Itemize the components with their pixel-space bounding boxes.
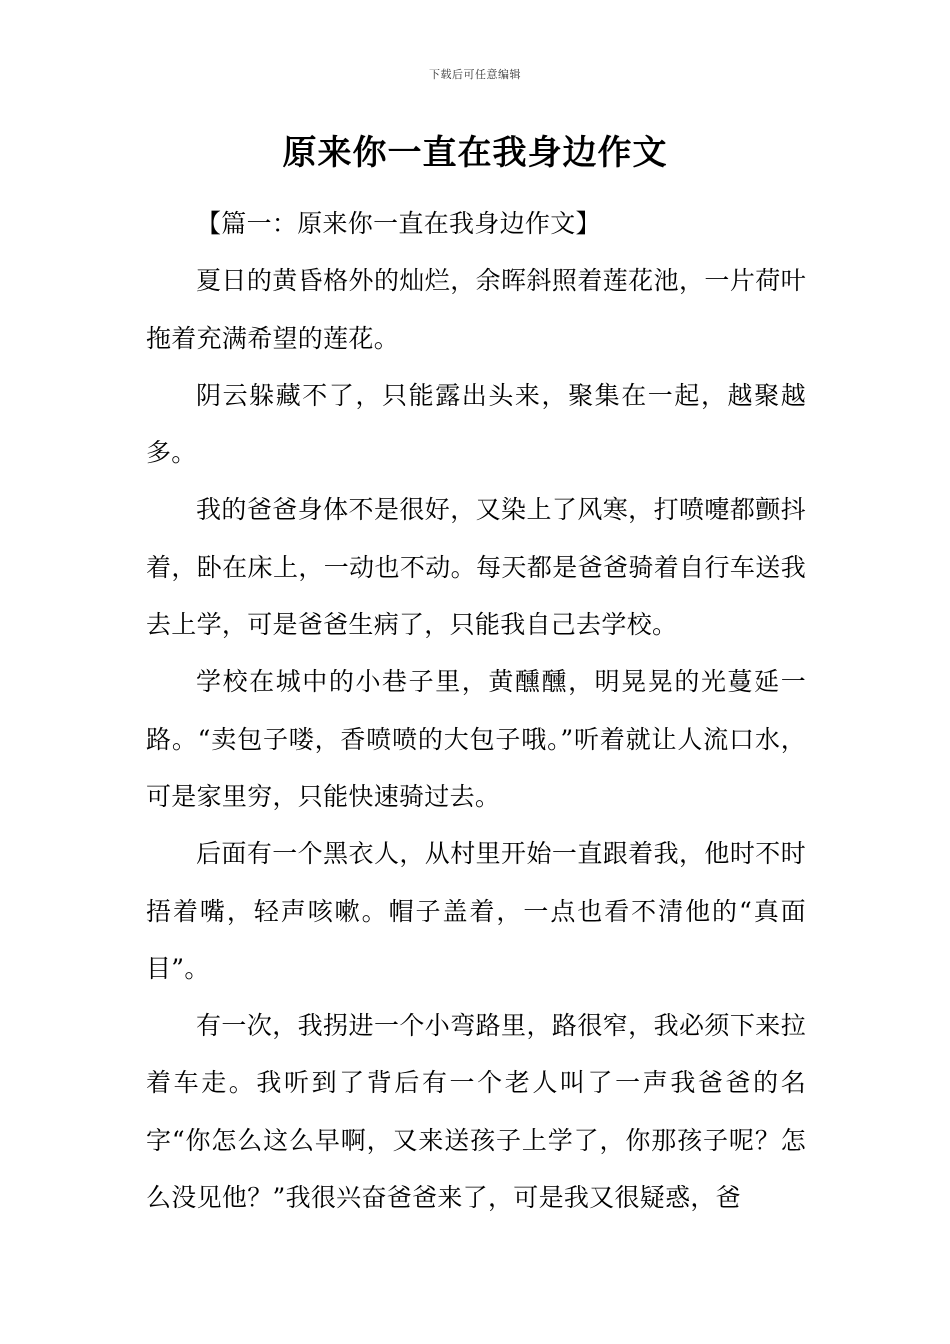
paragraph: 学校在城中的小巷子里，黄醺醺，明晃晃的光蔓延一路。“卖包子喽，香喷喷的大包子哦。”听着就让人流口水，可是家里穷，只能快速骑过去。 bbox=[146, 667, 806, 811]
paragraph: 我的爸爸身体不是很好，又染上了风寒，打喷嚏都颤抖着，卧在床上，一动也不动。每天都是爸爸骑着自行车送我去上学，可是爸爸生病了，只能我自己去学校。 bbox=[146, 495, 806, 640]
section-heading: 【篇一：原来你一直在我身边作文】 bbox=[196, 209, 601, 238]
document-title: 原来你一直在我身边作文 bbox=[282, 133, 668, 173]
document-body bbox=[146, 195, 806, 1226]
paragraph: 夏日的黄昏格外的灿烂，余晖斜照着莲花池，一片荷叶拖着充满希望的莲花。 bbox=[146, 266, 806, 353]
paragraph: 有一次，我拐进一个小弯路里，路很窄，我必须下来拉着车走。我听到了背后有一个老人叫了一声我爸爸的名字“你怎么这么早啊，又来送孩子上学了，你那孩子呢？怎么没见他？”我很兴奋爸爸来了，可是我又很疑惑，爸 bbox=[146, 1011, 806, 1213]
header-note: 下载后可任意编辑 bbox=[429, 68, 521, 81]
paragraph: 后面有一个黑衣人，从村里开始一直跟着我，他时不时捂着嘴，轻声咳嗽。帽子盖着，一点也看不清他的“真面目”。 bbox=[146, 839, 806, 983]
paragraph: 阴云躲藏不了，只能露出头来，聚集在一起，越聚越多。 bbox=[146, 380, 806, 468]
